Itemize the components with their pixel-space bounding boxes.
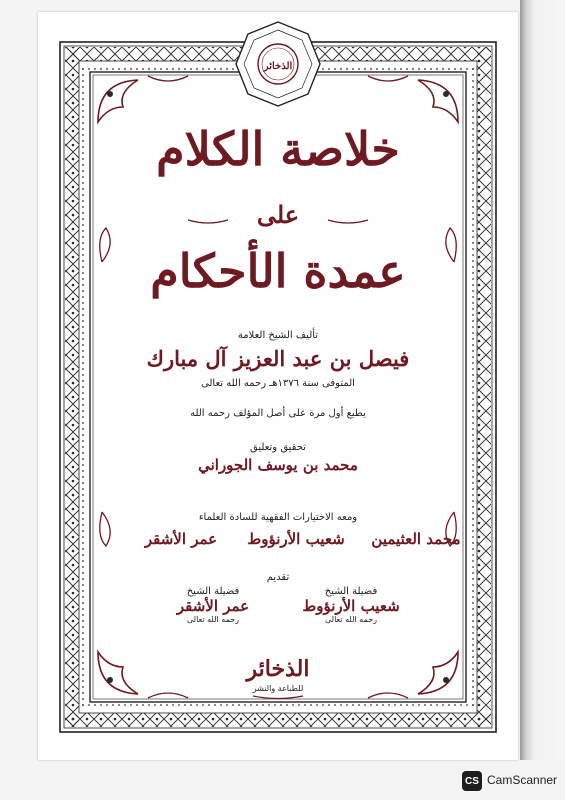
- reviewer-2: شعيب الأرنؤوط: [247, 530, 345, 548]
- foreword-left-title: فضيلة الشيخ: [186, 586, 240, 597]
- print-note: يطبع أول مرة على أصل المؤلف رحمه الله: [190, 408, 366, 419]
- publisher-sub: للطباعة والنشر: [252, 684, 304, 693]
- title-line-2: عمدة الأحكام: [150, 244, 406, 298]
- author-death-note: المتوفى سنة ١٣٧٦هـ رحمه الله تعالى: [201, 378, 355, 389]
- foreword-left-name: عمر الأشقر: [176, 597, 250, 615]
- reviewer-1: محمد العثيمين: [371, 530, 461, 548]
- publisher-name: الذخائر: [246, 656, 310, 682]
- foreword-left-note: رحمه الله تعالى: [186, 615, 240, 624]
- page-edge-shadow: [520, 0, 565, 760]
- reviewers-intro: ومعه الاختيارات الفقهية للسادة العلماء: [198, 512, 358, 523]
- title-line-1: خلاصة الكلام: [156, 122, 400, 176]
- seal-logo-text: الذخائر: [263, 61, 293, 72]
- foreword-right: [286, 586, 416, 624]
- title-connector: على: [256, 200, 300, 229]
- author-intro: تأليف الشيخ العلامة: [237, 330, 319, 341]
- foreword-right-title: فضيلة الشيخ: [324, 586, 378, 597]
- foreword-right-note: رحمه الله تعالى: [324, 615, 378, 624]
- cs-logo-icon: CS: [462, 771, 482, 791]
- book-cover-page: [38, 12, 518, 760]
- foreword-left: [148, 586, 278, 624]
- foreword-right-name: شعيب الأرنؤوط: [302, 597, 400, 615]
- reviewer-3: عمر الأشقر: [144, 530, 218, 548]
- editor-name: محمد بن يوسف الجوراني: [198, 456, 358, 474]
- author-name: فيصل بن عبد العزيز آل مبارك: [146, 346, 410, 371]
- foreword-intro: تقديم: [266, 572, 290, 583]
- editor-intro: تحقيق وتعليق: [250, 442, 306, 453]
- camscanner-watermark: CamScanner: [487, 773, 558, 787]
